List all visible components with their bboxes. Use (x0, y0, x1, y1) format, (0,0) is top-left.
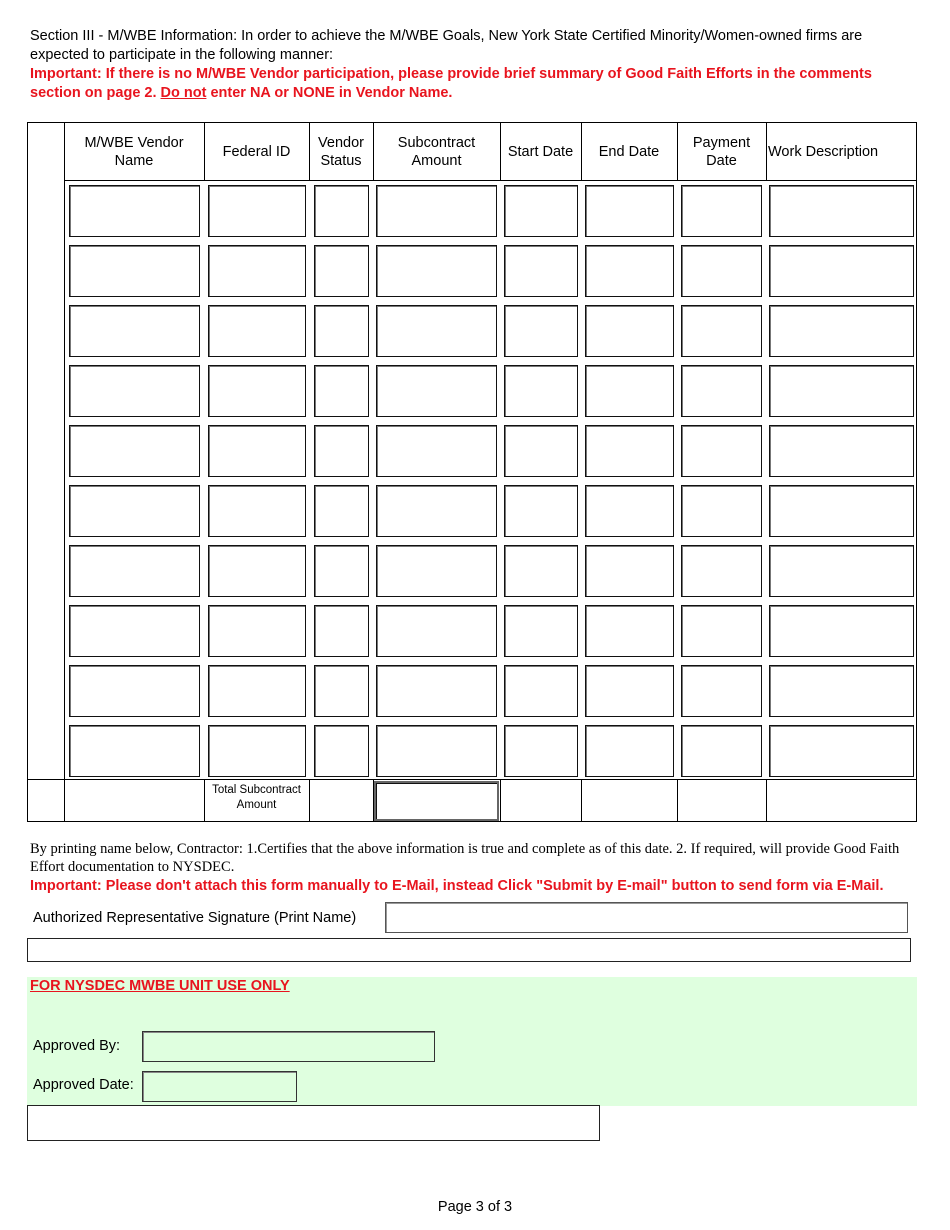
subcontract-amount-input[interactable] (376, 305, 497, 357)
column-divider (581, 779, 582, 822)
end-date-input[interactable] (585, 605, 674, 657)
approved-by-label: Approved By: (33, 1038, 121, 1054)
payment-date-input[interactable] (681, 365, 762, 417)
work-description-input[interactable] (769, 545, 914, 597)
subcontract-amount-input[interactable] (376, 485, 497, 537)
approved-by-input[interactable] (142, 1031, 435, 1062)
federal-id-input[interactable] (208, 185, 306, 237)
federal-id-input[interactable] (208, 245, 306, 297)
vendor-status-input[interactable] (314, 425, 369, 477)
column-header-subcontract-amount: Subcontract Amount (397, 135, 476, 169)
subcontract-amount-input[interactable] (376, 185, 497, 237)
start-date-input[interactable] (504, 545, 578, 597)
column-divider (766, 779, 767, 822)
work-description-input[interactable] (769, 185, 914, 237)
total-row-divider (28, 779, 916, 780)
federal-id-input[interactable] (208, 425, 306, 477)
signature-label: Authorized Representative Signature (Print Name) (33, 910, 357, 926)
end-date-input[interactable] (585, 725, 674, 777)
payment-date-input[interactable] (681, 545, 762, 597)
vendor-name-input[interactable] (69, 725, 200, 777)
payment-date-input[interactable] (681, 485, 762, 537)
important-notice-vendor (30, 65, 910, 103)
column-header-end-date: End Date (598, 144, 660, 160)
end-date-input[interactable] (585, 185, 674, 237)
work-description-input[interactable] (769, 305, 914, 357)
column-header-vendor-status: Vendor Status (318, 135, 364, 169)
column-divider (64, 123, 65, 822)
work-description-input[interactable] (769, 425, 914, 477)
subcontract-amount-input[interactable] (376, 605, 497, 657)
vendor-name-input[interactable] (69, 545, 200, 597)
subcontract-amount-input[interactable] (376, 725, 497, 777)
vendor-table (27, 122, 917, 822)
work-description-input[interactable] (769, 725, 914, 777)
payment-date-input[interactable] (681, 305, 762, 357)
start-date-input[interactable] (504, 605, 578, 657)
page-number: Page 3 of 3 (437, 1199, 513, 1215)
certification-text: By printing name below, Contractor: 1.Certifies that the above information is true and complete as of this date. 2. If required, will provide Good Faith Effort documentation to NYSDEC. (30, 841, 900, 875)
vendor-name-input[interactable] (69, 425, 200, 477)
column-divider (677, 779, 678, 822)
payment-date-input[interactable] (681, 665, 762, 717)
column-header-work-description: Work Description (768, 144, 879, 160)
vendor-status-input[interactable] (314, 665, 369, 717)
end-date-input[interactable] (585, 365, 674, 417)
start-date-input[interactable] (504, 425, 578, 477)
approved-date-label: Approved Date: (33, 1077, 134, 1093)
payment-date-input[interactable] (681, 725, 762, 777)
vendor-name-input[interactable] (69, 485, 200, 537)
start-date-input[interactable] (504, 185, 578, 237)
work-description-input[interactable] (769, 605, 914, 657)
federal-id-input[interactable] (208, 665, 306, 717)
total-subcontract-label: Total Subcontract Amount (212, 784, 301, 811)
vendor-name-input[interactable] (69, 365, 200, 417)
vendor-status-input[interactable] (314, 305, 369, 357)
payment-date-input[interactable] (681, 185, 762, 237)
signature-extra-field[interactable] (27, 938, 911, 962)
federal-id-input[interactable] (208, 725, 306, 777)
office-use-title: FOR NYSDEC MWBE UNIT USE ONLY (30, 978, 290, 994)
payment-date-input[interactable] (681, 425, 762, 477)
subcontract-amount-input[interactable] (376, 365, 497, 417)
vendor-status-input[interactable] (314, 365, 369, 417)
payment-date-input[interactable] (681, 605, 762, 657)
end-date-input[interactable] (585, 485, 674, 537)
start-date-input[interactable] (504, 485, 578, 537)
work-description-input[interactable] (769, 245, 914, 297)
important-notice-text: Important: If there is no M/WBE Vendor participation, please provide brief summary of Good Faith Efforts in the comments section on page 2. (30, 66, 872, 101)
column-header-federal-id: Federal ID (222, 144, 291, 160)
vendor-name-input[interactable] (69, 665, 200, 717)
vendor-name-input[interactable] (69, 605, 200, 657)
start-date-input[interactable] (504, 725, 578, 777)
subcontract-amount-input[interactable] (376, 545, 497, 597)
signature-name-input[interactable] (385, 902, 908, 933)
total-subcontract-amount-input[interactable] (374, 781, 499, 821)
important-notice-underline: Do not (160, 85, 207, 101)
subcontract-amount-input[interactable] (376, 665, 497, 717)
vendor-status-input[interactable] (314, 545, 369, 597)
important-notice-text-end: enter NA or NONE in Vendor Name. (206, 85, 453, 101)
column-header-vendor-name: M/WBE Vendor Name (84, 135, 184, 169)
federal-id-input[interactable] (208, 365, 306, 417)
work-description-input[interactable] (769, 485, 914, 537)
column-header-start-date: Start Date (507, 144, 574, 160)
start-date-input[interactable] (504, 305, 578, 357)
office-notes-field[interactable] (27, 1105, 600, 1141)
vendor-name-input[interactable] (69, 305, 200, 357)
column-divider (500, 779, 501, 822)
payment-date-input[interactable] (681, 245, 762, 297)
end-date-input[interactable] (585, 545, 674, 597)
start-date-input[interactable] (504, 365, 578, 417)
column-header-payment-date: Payment Date (692, 135, 751, 169)
vendor-status-input[interactable] (314, 185, 369, 237)
federal-id-input[interactable] (208, 485, 306, 537)
subcontract-amount-input[interactable] (376, 245, 497, 297)
work-description-input[interactable] (769, 665, 914, 717)
vendor-status-input[interactable] (314, 245, 369, 297)
end-date-input[interactable] (585, 245, 674, 297)
column-divider (309, 779, 310, 822)
federal-id-input[interactable] (208, 305, 306, 357)
start-date-input[interactable] (504, 665, 578, 717)
end-date-input[interactable] (585, 665, 674, 717)
vendor-name-input[interactable] (69, 185, 200, 237)
work-description-input[interactable] (769, 365, 914, 417)
federal-id-input[interactable] (208, 605, 306, 657)
vendor-status-input[interactable] (314, 485, 369, 537)
section-intro: Section III - M/WBE Information: In order to achieve the M/WBE Goals, New York State Certified Minority/Women-owned firms are expected to participate in the following manner: (30, 28, 863, 63)
important-notice-email: Important: Please don't attach this form manually to E-Mail, instead Click "Submit by E-mail" button to send form via E-Mail. (30, 878, 884, 894)
subcontract-amount-input[interactable] (376, 425, 497, 477)
end-date-input[interactable] (585, 425, 674, 477)
federal-id-input[interactable] (208, 545, 306, 597)
end-date-input[interactable] (585, 305, 674, 357)
vendor-status-input[interactable] (314, 725, 369, 777)
start-date-input[interactable] (504, 245, 578, 297)
vendor-name-input[interactable] (69, 245, 200, 297)
approved-date-input[interactable] (142, 1071, 297, 1102)
vendor-status-input[interactable] (314, 605, 369, 657)
